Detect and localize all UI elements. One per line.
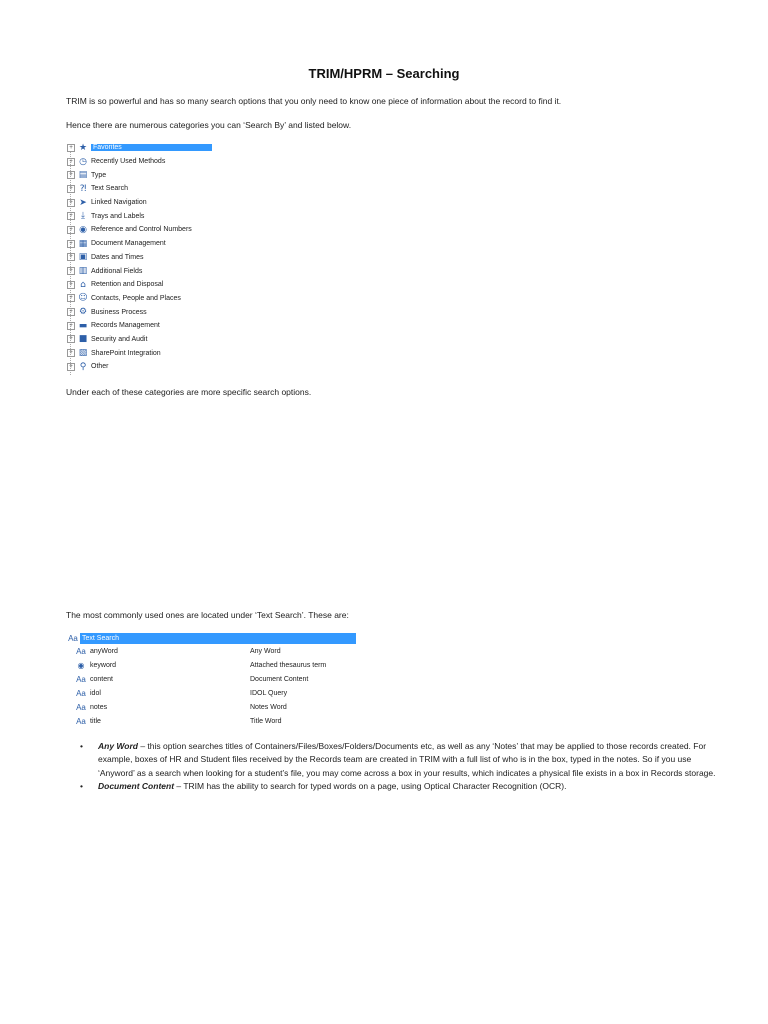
search-field-description: Document Content [250, 675, 309, 683]
expand-icon[interactable]: + [67, 158, 75, 166]
star-icon: ★ [78, 142, 88, 153]
tree-item-business-process[interactable] [66, 305, 212, 319]
tree-item-retention-and-disposal[interactable] [66, 278, 212, 292]
bullet-text: – TRIM has the ability to search for typed words on a page, using Optical Character Recognition (OCR). [174, 780, 567, 791]
tree-item-records-management[interactable] [66, 319, 212, 333]
search-field-description: Title Word [250, 717, 282, 725]
text-search-header-label: Text Search [80, 633, 356, 644]
categories-outro: Under each of these categories are more specific search options. [66, 387, 312, 397]
search-field-description: IDOL Query [250, 689, 288, 697]
tree-item-label: Favorites [91, 144, 212, 151]
tree-item-label: Linked Navigation [91, 199, 147, 207]
expand-icon[interactable]: + [67, 281, 75, 289]
text-search-row[interactable] [68, 672, 356, 686]
tree-item-sharepoint-integration[interactable] [66, 346, 212, 360]
folder-icon: ▬ [78, 320, 88, 331]
categories-intro: Hence there are numerous categories you can ‘Search By’ and listed below. [66, 120, 352, 130]
contacts-icon: ☺ [78, 293, 88, 304]
search-field-name: anyWord [90, 647, 118, 655]
tree-item-type[interactable] [66, 168, 212, 182]
tree-item-label: Security and Audit [91, 335, 148, 343]
tree-item-label: Type [91, 171, 107, 179]
lock-icon: ■ [78, 334, 88, 345]
expand-icon[interactable]: + [67, 294, 75, 302]
common-intro: The most commonly used ones are located under ‘Text Search’. These are: [66, 610, 349, 620]
text-field-icon: Aa [76, 688, 86, 698]
text-search-table [68, 633, 356, 728]
tree-item-label: Reference and Control Numbers [91, 226, 192, 234]
fields-icon: ▥ [78, 266, 88, 277]
text-field-icon: Aa [76, 702, 86, 712]
expand-icon[interactable]: + [67, 240, 75, 248]
text-search-row[interactable] [68, 700, 356, 714]
expand-icon[interactable]: + [67, 226, 75, 234]
tree-item-reference-and-control-numbers[interactable] [66, 223, 212, 237]
tree-item-favorites[interactable] [66, 141, 212, 155]
expand-icon[interactable]: + [67, 199, 75, 207]
tree-item-dates-and-times[interactable] [66, 251, 212, 265]
text-search-header[interactable] [68, 633, 356, 644]
text-field-icon: Aa [76, 674, 86, 684]
tree-item-trays-and-labels[interactable] [66, 209, 212, 223]
bullet-list [80, 740, 720, 793]
bullet-term: Document Content [98, 780, 175, 791]
expand-icon[interactable]: + [67, 185, 75, 193]
sharepoint-icon: ▧ [78, 348, 88, 359]
search-field-name: keyword [90, 661, 117, 669]
text-field-icon: Aa [76, 646, 86, 656]
tree-item-label: Dates and Times [91, 253, 144, 261]
bullet-icon: • [80, 780, 83, 791]
expand-icon[interactable]: + [67, 335, 75, 343]
tree-item-label: Document Management [91, 240, 166, 248]
bullet-item [80, 740, 720, 780]
retention-icon: ⌂ [80, 279, 86, 290]
tree-item-label: Text Search [91, 185, 128, 193]
text-search-icon: Aa [68, 633, 78, 643]
tree-item-label: Recently Used Methods [91, 158, 166, 166]
search-category-tree [66, 141, 212, 374]
tree-item-label: Business Process [91, 308, 147, 316]
search-icon: ⚲ [79, 361, 87, 372]
tree-item-label: Records Management [91, 322, 160, 330]
tree-item-linked-navigation[interactable] [66, 196, 212, 210]
tree-item-other[interactable] [66, 360, 212, 374]
process-icon: ⚙ [78, 307, 88, 318]
text-search-icon: ⁈ [79, 183, 87, 194]
expand-icon[interactable]: + [67, 322, 75, 330]
type-icon: ▤ [78, 170, 88, 181]
search-field-description: Notes Word [250, 703, 287, 711]
text-search-row[interactable] [68, 644, 356, 658]
search-field-description: Any Word [250, 647, 281, 655]
navigation-icon: ➤ [79, 197, 87, 208]
document-icon: ▦ [78, 238, 88, 249]
search-field-name: title [90, 717, 101, 725]
bullet-item [80, 780, 720, 793]
tree-item-label: SharePoint Integration [91, 349, 161, 357]
text-search-row[interactable] [68, 686, 356, 700]
expand-icon[interactable]: + [67, 144, 75, 152]
tree-item-security-and-audit[interactable] [66, 333, 212, 347]
search-field-description: Attached thesaurus term [250, 661, 327, 669]
search-field-name: content [90, 675, 113, 683]
expand-icon[interactable]: + [67, 212, 75, 220]
calendar-icon: ▣ [78, 252, 88, 263]
tree-item-recently-used-methods[interactable] [66, 155, 212, 169]
tree-item-text-search[interactable] [66, 182, 212, 196]
tree-item-label: Additional Fields [91, 267, 143, 275]
bullet-text: – this option searches titles of Containers/Files/Boxes/Folders/Documents etc, as well as any ‘Notes’ that may be applied to those records created. For example, boxes of HR and Student files received by the Records team are created in TRIM with a full list of who is in the box, typed in the notes. So if you use ‘Anyword’ as a search when looking for a student’s file, you may come across a box in your results, which indicates a physical file exists in a box in Records storage. [98, 741, 716, 778]
intro-paragraph: TRIM is so powerful and has so many search options that you only need to know one piece of information about the record to find it. [66, 96, 562, 106]
bullet-icon: • [80, 741, 83, 751]
reference-icon: ◉ [79, 224, 87, 235]
expand-icon[interactable]: + [67, 308, 75, 316]
tree-item-additional-fields[interactable] [66, 264, 212, 278]
thesaurus-icon: ◉ [77, 660, 85, 670]
tree-item-document-management[interactable] [66, 237, 212, 251]
text-search-row[interactable] [68, 714, 356, 728]
expand-icon[interactable]: + [67, 171, 75, 179]
expand-icon[interactable]: + [67, 363, 75, 371]
tree-item-label: Retention and Disposal [91, 281, 164, 289]
search-field-name: notes [90, 703, 108, 711]
recent-icon: ◷ [79, 156, 87, 167]
expand-icon[interactable]: + [67, 253, 75, 261]
tree-item-label: Trays and Labels [91, 212, 145, 220]
expand-icon[interactable]: + [67, 267, 75, 275]
text-field-icon: Aa [76, 716, 86, 726]
tree-item-label: Other [91, 363, 109, 371]
expand-icon[interactable]: + [67, 349, 75, 357]
text-search-row[interactable] [68, 658, 356, 672]
bullet-term: Any Word [98, 741, 138, 751]
tree-item-label: Contacts, People and Places [91, 294, 181, 302]
tray-icon: ⤓ [81, 211, 85, 222]
page-title: TRIM/HPRM – Searching [308, 66, 460, 81]
tree-item-contacts-people-and-places[interactable] [66, 292, 212, 306]
search-field-name: idol [90, 689, 101, 697]
